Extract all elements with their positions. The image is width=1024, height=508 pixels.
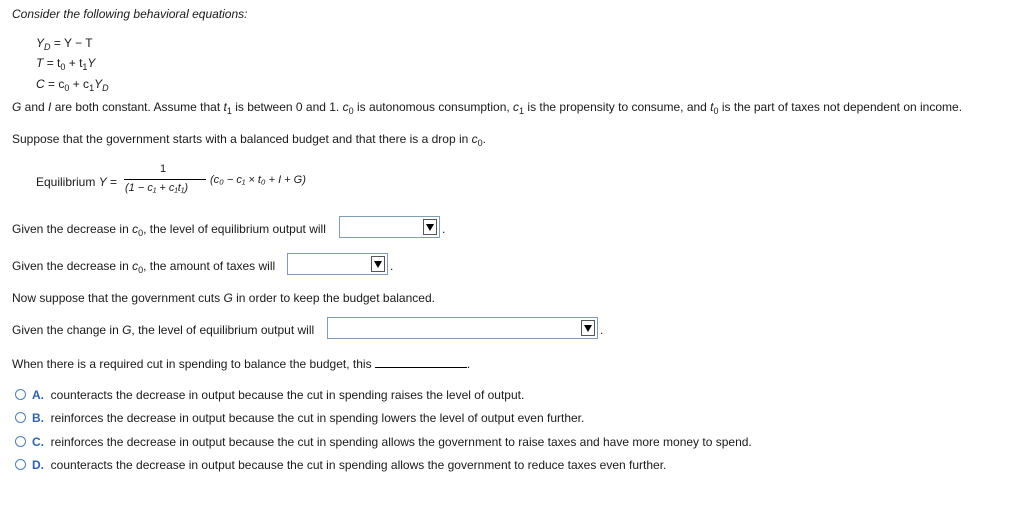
option-d[interactable]: D. counteracts the decrease in output because the cut in spending allows the government to reduce taxes even further.	[32, 458, 667, 472]
option-b[interactable]: B. reinforces the decrease in output because the cut in spending lowers the level of output even further.	[32, 411, 585, 425]
question-3-text: Given the change in G, the level of equilibrium output will	[12, 323, 315, 337]
dropdown-arrow-icon[interactable]	[423, 219, 437, 235]
dropdown-arrow-icon[interactable]	[371, 256, 385, 272]
radio-option-c[interactable]	[15, 436, 26, 447]
assumption-text: G and I are both constant. Assume that $t_1$ is between 0 and 1. $c_0$ is autonomous consumption, $c_1$ is the propensity to consume, and $t_0$ is the part of taxes not dependent on income.	[12, 100, 963, 116]
option-a[interactable]: A. counteracts the decrease in output because the cut in spending raises the level of output.	[32, 388, 525, 402]
equation-c: $C = c_0 + c_1Y_D$	[36, 77, 109, 93]
equilibrium-label: Equilibrium Y =	[36, 175, 118, 189]
dropdown-arrow-icon[interactable]	[581, 320, 595, 336]
period: .	[442, 222, 446, 236]
period: .	[390, 259, 394, 273]
question-4-text: When there is a required cut in spending to balance the budget, this .	[12, 357, 471, 371]
radio-option-d[interactable]	[15, 459, 26, 470]
option-c[interactable]: C. reinforces the decrease in output because the cut in spending allows the government to raise taxes and have more money to spend.	[32, 435, 752, 449]
equation-t: $T = t_0 + t_1Y$	[36, 56, 96, 72]
question-1-text: Given the decrease in $c_0$, the level of equilibrium output will	[12, 222, 326, 238]
now-suppose-text: Now suppose that the government cuts G in order to keep the budget balanced.	[12, 291, 435, 305]
radio-option-a[interactable]	[15, 389, 26, 400]
question-2-text: Given the decrease in $c_0$, the amount of taxes will	[12, 259, 276, 275]
dropdown-taxes[interactable]	[287, 253, 388, 275]
period: .	[600, 323, 604, 337]
suppose-text: Suppose that the government starts with a balanced budget and that there is a drop in $c_0$.	[12, 132, 486, 148]
multiplicand: (c₀ − c₁ × t₀ + I + G)	[210, 174, 306, 186]
fraction-numerator: 1	[160, 163, 167, 175]
answer-blank	[375, 357, 467, 368]
equation-yd: $Y_D = Y - T$	[36, 36, 93, 52]
dropdown-output-level[interactable]	[339, 216, 440, 238]
dropdown-output-after-cut[interactable]	[327, 317, 598, 339]
fraction-denominator: (1 − c₁ + c₁t₁)	[125, 182, 188, 194]
intro-text: Consider the following behavioral equations:	[12, 7, 248, 21]
radio-option-b[interactable]	[15, 412, 26, 423]
fraction-bar	[124, 179, 206, 180]
